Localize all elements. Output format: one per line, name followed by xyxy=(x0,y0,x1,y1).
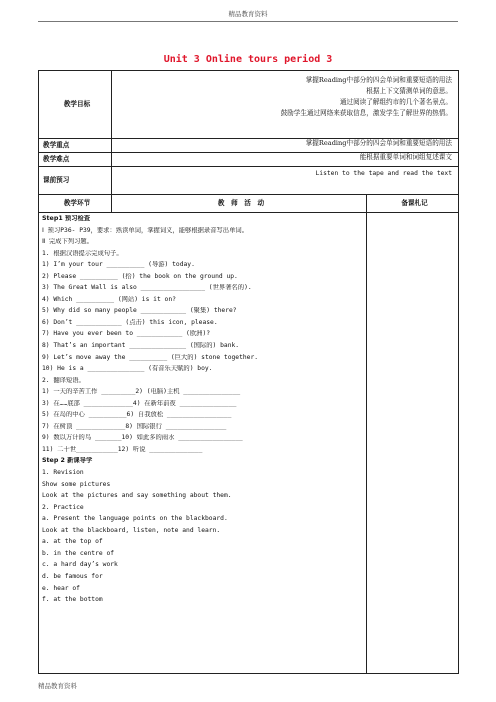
content-line: Show some pictures xyxy=(42,480,111,488)
content-line: 5) 在岛的中心 __________6) 自我放松 _________________ xyxy=(42,411,232,419)
goal-line: 鼓励学生通过网络来获取信息，激发学生了解世界的热情。 xyxy=(280,108,452,117)
content-line: Look at the pictures and say something about them. xyxy=(42,492,232,500)
content-line: 7) Have you ever been to ____________ (欧洲)? xyxy=(42,330,211,338)
notes-cell xyxy=(367,213,459,674)
goal-label: 教学目标 xyxy=(39,71,112,139)
goal-line: 掌握Reading中部分的四会单词和重要短语的用法 xyxy=(305,76,452,84)
content-line: 4) Which __________ (网站) is it on? xyxy=(42,295,176,303)
footer-note: 精品教育资料 xyxy=(38,682,77,690)
content-line: d. be famous for xyxy=(42,572,103,580)
content-line: 1) 一天的辛苦工作 _________2) (电脑)主机 _______________ xyxy=(42,388,241,396)
difficulty-content: 能根据重要单词和词组复述课文 xyxy=(112,153,459,167)
content-line: 3) 在……底部 _____________4) 在新年前夜 _______________ xyxy=(42,399,237,407)
lesson-plan-table xyxy=(38,70,459,674)
content-line: b. in the centre of xyxy=(42,549,115,557)
content-line: 6) Don’t ____________ (点击) this icon, please. xyxy=(42,318,218,326)
content-line: 9) Let’s move away the __________ (巨大的) stone together. xyxy=(42,353,259,361)
content-line: 3) The Great Wall is also _________________ (世界著名的). xyxy=(42,284,252,292)
header-teacher-activity: 教 师 活 动 xyxy=(112,195,367,213)
content-line: 1. Revision xyxy=(42,469,84,477)
content-line: 7) 在树顶 _____________8) 国际银行 ________________ xyxy=(42,422,227,430)
content-line: e. hear of xyxy=(42,584,80,592)
preview-label: 课前预习 xyxy=(39,167,112,195)
content-line: 1) I’m your tour __________ (导游) today. xyxy=(42,261,195,269)
content-row xyxy=(39,213,459,674)
document-title: Unit 3 Online tours period 3 xyxy=(163,54,333,65)
content-line: 11) 二十世___________12) 听说 ______________ xyxy=(42,445,203,453)
content-line: 8) That’s an important _______________ (国际的) bank. xyxy=(42,342,240,350)
content-line: f. at the bottom xyxy=(42,596,103,604)
goal-row xyxy=(39,71,459,139)
content-line: c. a hard day’s work xyxy=(42,561,118,569)
key-content: 掌握Reading中部分的四会单词和重要短语的用法 xyxy=(112,139,459,153)
difficulty-label: 教学难点 xyxy=(39,153,112,167)
content-line: Step1 预习检查 xyxy=(42,215,91,222)
content-line: Look at the blackboard, listen, note and learn. xyxy=(42,526,221,534)
goal-line: 根据上下文猜测单词的意思。 xyxy=(366,86,452,95)
header-notes: 备课札记 xyxy=(367,195,459,213)
key-label: 教学重点 xyxy=(39,139,112,153)
content-line: a. Present the language points on the blackboard. xyxy=(42,515,228,523)
content-line: a. at the top of xyxy=(42,538,103,546)
content-line: Step 2 新课导学 xyxy=(42,457,93,465)
preview-row xyxy=(39,167,459,195)
content-line: 2) Please __________ (拾) the book on the ground up. xyxy=(42,272,238,280)
content-line: Ⅱ 完成下列习题。 xyxy=(42,238,93,246)
content-line: 2. Practice xyxy=(42,503,84,511)
table-header-row xyxy=(39,195,459,213)
lesson-content xyxy=(39,213,367,674)
header-note: 精品教育资料 xyxy=(228,10,268,18)
key-row xyxy=(39,139,459,153)
header-divider xyxy=(38,21,458,22)
content-line: 5) Why did so many people ____________ (聚集) there? xyxy=(42,307,237,315)
content-line: 2. 翻译短语。 xyxy=(42,376,85,384)
goal-content xyxy=(112,71,459,139)
content-line: 9) 数以万计的鸟 _______10) 如此多的雨水 _________________ xyxy=(42,434,243,442)
content-line: Ⅰ 预习P36- P39，要求：熟读单词，掌握词义，能够根据录音写出单词。 xyxy=(42,226,248,234)
difficulty-row xyxy=(39,153,459,167)
goal-line: 通过阅读了解组约市的几个著名景点。 xyxy=(339,97,452,106)
content-line: 1. 根据汉语提示完成句子。 xyxy=(42,249,123,257)
preview-content: Listen to the tape and read the text xyxy=(112,167,459,195)
content-line: 10) He is a _______________ (有音乐天赋的) boy. xyxy=(42,365,213,373)
header-phase: 教学环节 xyxy=(39,195,112,213)
